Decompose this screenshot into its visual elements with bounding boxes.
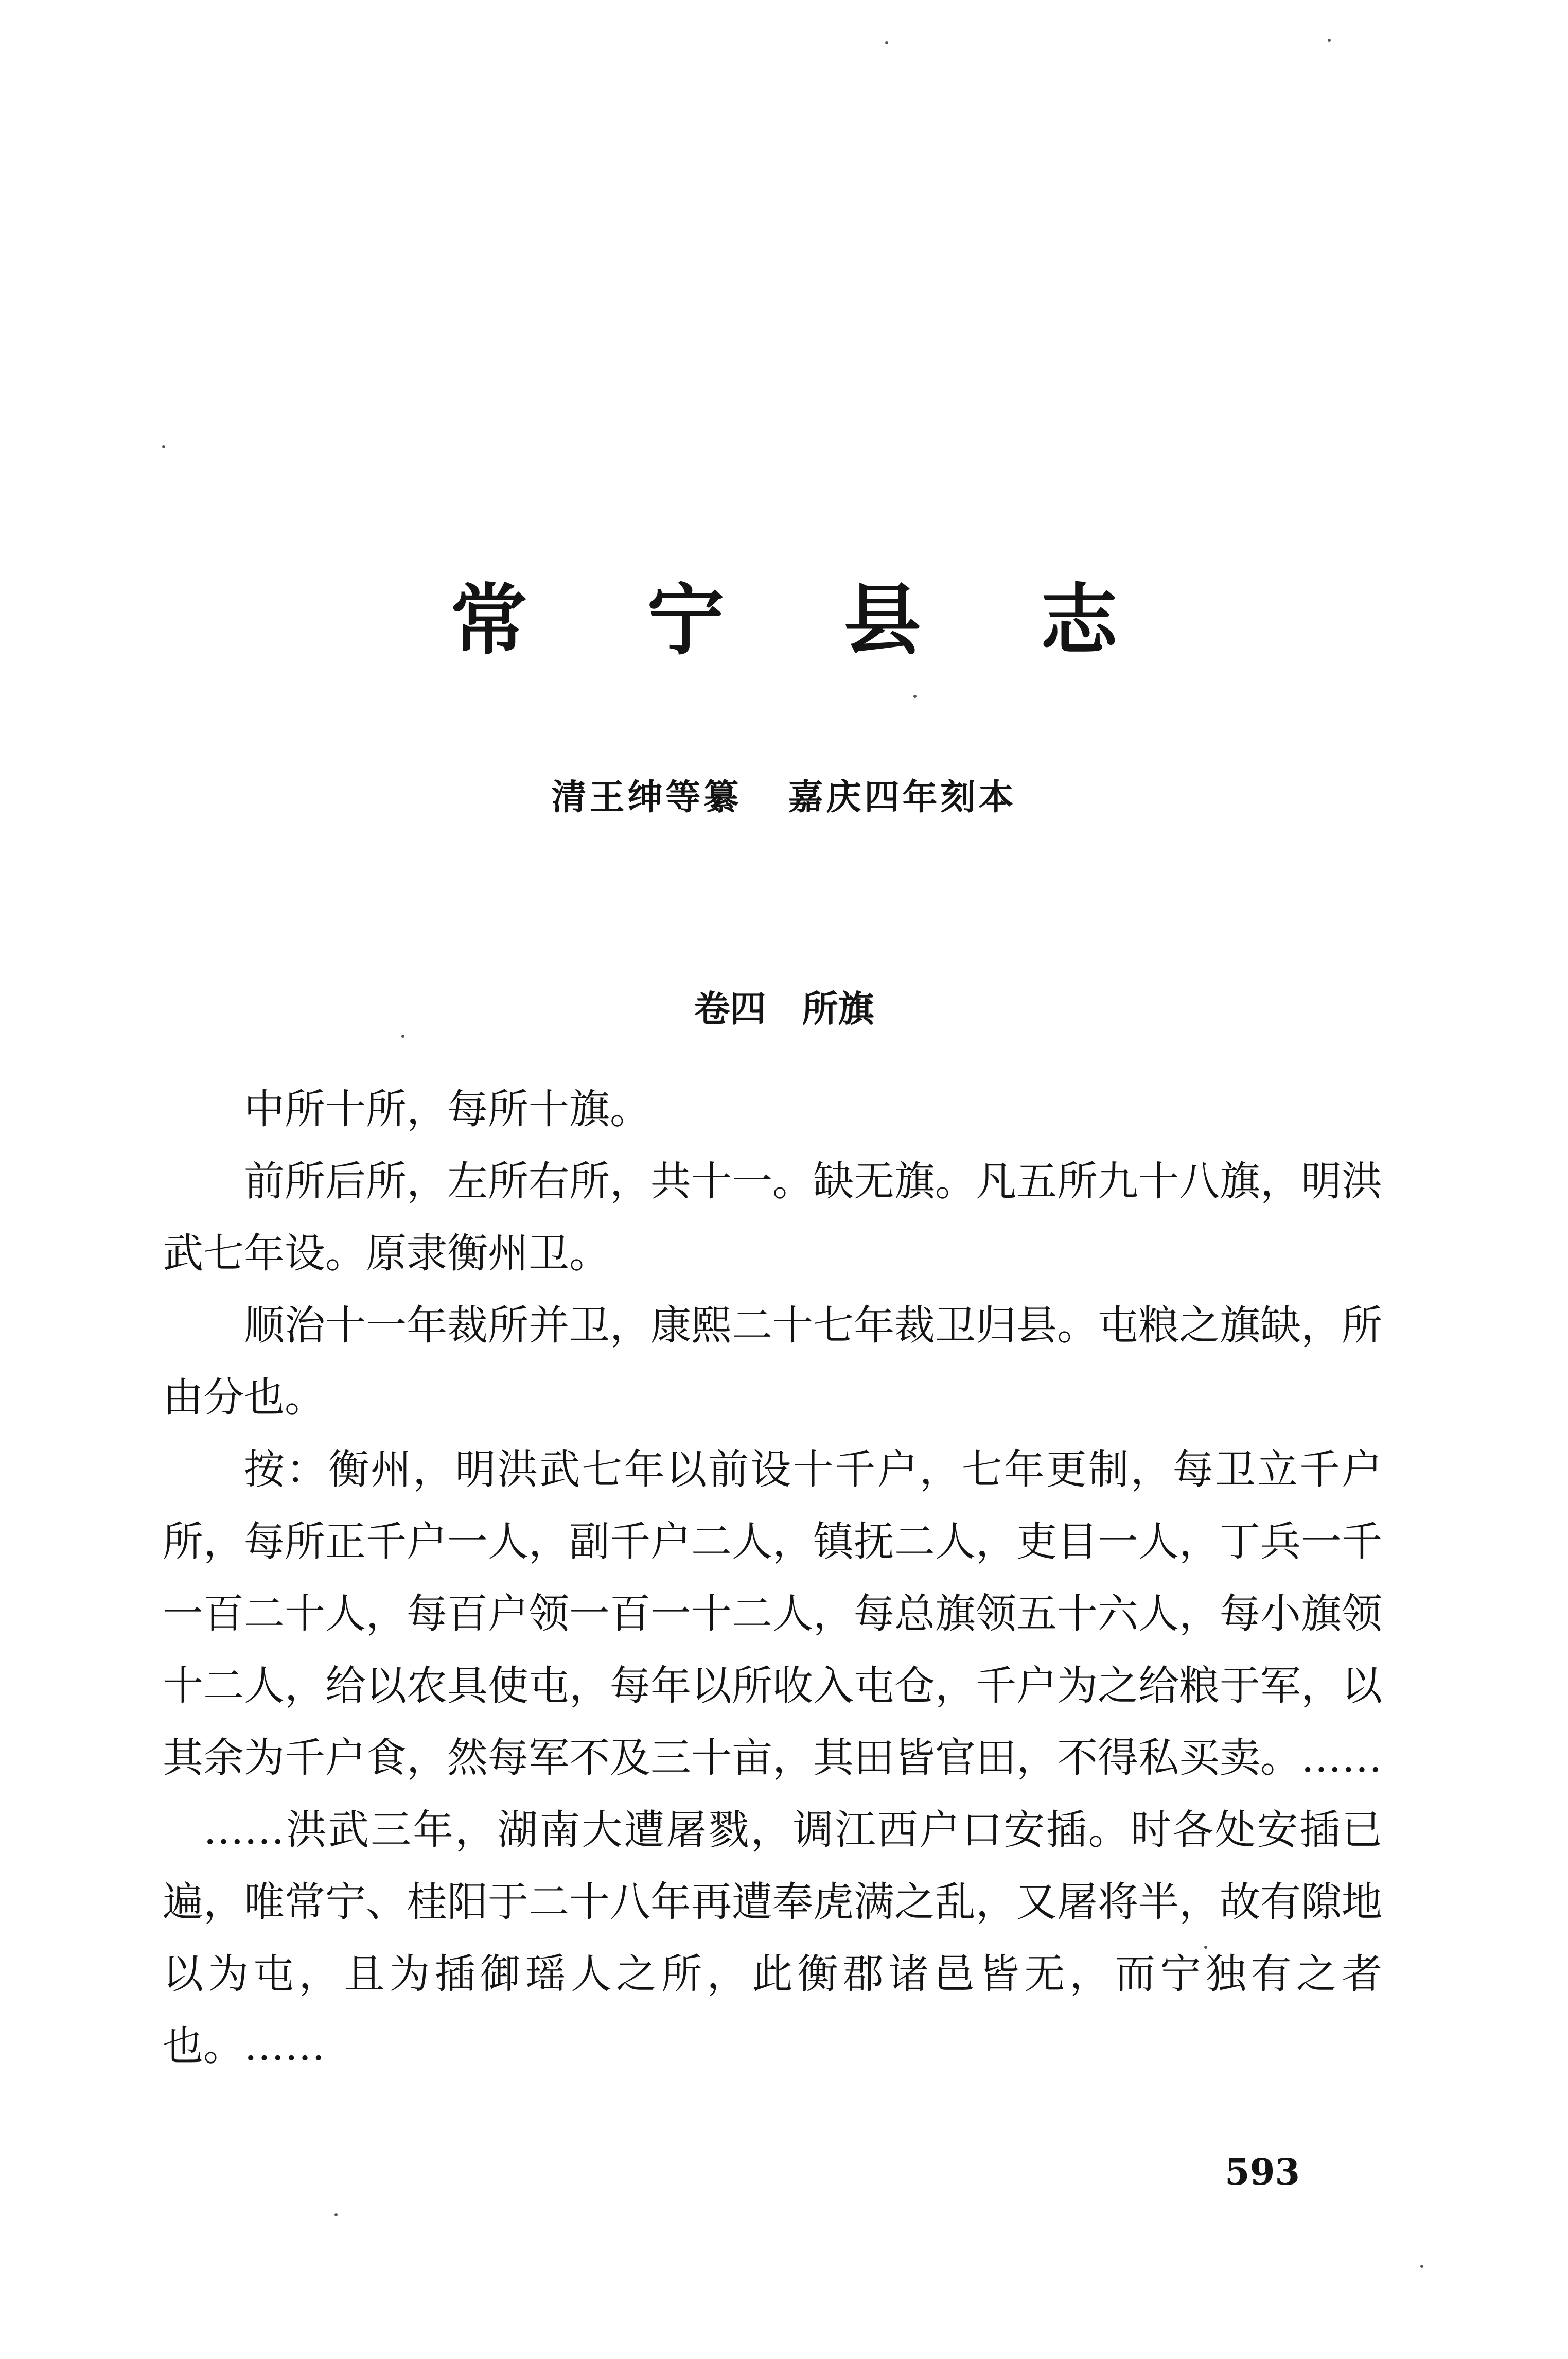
scan-speck: [885, 41, 888, 44]
scan-speck: [1204, 1946, 1207, 1949]
paragraph: 中所十所，每所十旗。: [244, 1086, 650, 1133]
scan-speck: [162, 445, 165, 448]
scan-speck: [334, 2213, 338, 2216]
scan-speck: [913, 695, 917, 698]
paragraph: 顺治十一年裁所并卫，康熙二十七年裁卫归县。屯粮之旗缺，所由分也。: [163, 1302, 1382, 1421]
scan-speck: [1328, 39, 1331, 42]
scan-speck: [401, 1035, 404, 1038]
volume-label: 卷四: [694, 988, 766, 1030]
author-credit: 清王绅等纂: [551, 777, 742, 818]
section-heading: [0, 988, 1568, 1030]
section-name: 所旗: [802, 988, 874, 1030]
body-text: [163, 1073, 1382, 2082]
edition-note: 嘉庆四年刻本: [788, 777, 1017, 818]
page-number: 593: [1225, 2151, 1300, 2193]
scan-speck: [1420, 2265, 1423, 2268]
paragraph: 前所后所，左所右所，共十一。缺无旗。凡五所九十八旗，明洪武七年设。原隶衡州卫。: [163, 1158, 1382, 1277]
book-title: 常 宁 县 志: [450, 575, 1164, 666]
subtitle: [0, 777, 1568, 818]
paragraph: 按：衡州，明洪武七年以前设十千户，七年更制，每卫立千户所，每所正千户一人，副千户二人，镇抚二人，吏目一人，丁兵一千一百二十人，每百户领一百一十二人，每总旗领五十六人，每小旗领十二人，给以农具使屯，每年以所收入屯仓，千户为之给粮于军，以其余为千户食，然每军不及三十亩，其田皆官田，不得私买卖。……: [163, 1446, 1382, 1781]
paragraph: ……洪武三年，湖南大遭屠戮，调江西户口安插。时各处安插已遍，唯常宁、桂阳于二十八年再遭奉虎满之乱，又屠将半，故有隙地以为屯，且为插御瑶人之所，此衡郡诸邑皆无，而宁独有之者也。……: [163, 1806, 1382, 2070]
